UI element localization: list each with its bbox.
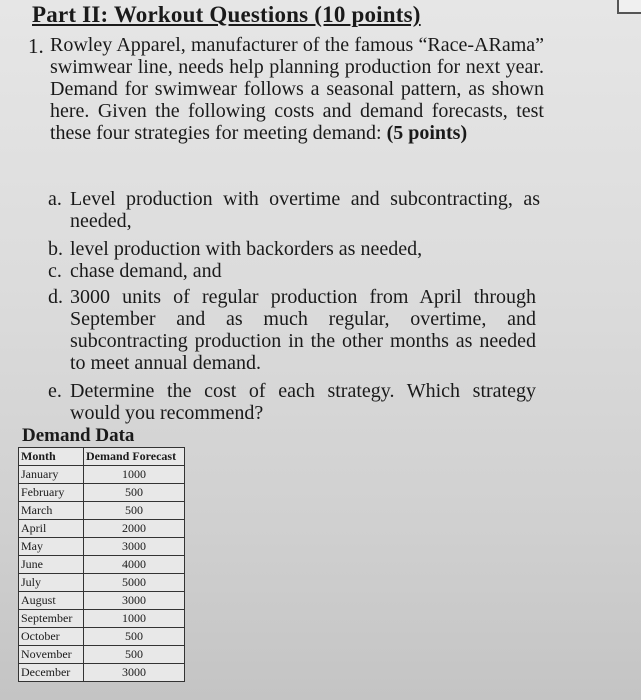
forecast-cell: 1000 [84,466,185,484]
item-label: a. [48,188,62,210]
item-text: Level production with overtime and subcontracting, as needed, [70,188,540,232]
month-cell: February [19,484,84,502]
section-heading: Part II: Workout Questions (10 points) [32,2,421,27]
forecast-cell: 5000 [84,574,185,592]
month-cell: June [19,556,84,574]
item-text: level production with backorders as needed, [70,238,423,260]
forecast-cell: 3000 [84,664,185,682]
table-row [19,664,185,682]
item-text: Determine the cost of each strategy. Which strategy would you recommend? [70,380,536,424]
item-label: c. [48,260,62,282]
table-row [19,610,185,628]
month-cell: September [19,610,84,628]
question-intro-points: (5 points) [386,122,468,144]
table-header-row [19,448,185,466]
table-row [19,502,185,520]
table-row [19,484,185,502]
forecast-cell: 2000 [84,520,185,538]
demand-data-title: Demand Data [22,425,135,446]
forecast-cell: 3000 [84,538,185,556]
forecast-cell: 500 [84,646,185,664]
item-text: chase demand, and [70,260,222,282]
item-text: 3000 units of regular production from April through September and as much regular, overtime, and subcontracting production in the other months as needed to meet annual demand. [70,286,536,374]
table-row [19,538,185,556]
item-label: e. [48,380,62,402]
month-cell: May [19,538,84,556]
table-row [19,556,185,574]
item-label: b. [48,238,63,260]
item-label: d. [48,286,63,308]
demand-table [18,447,185,682]
table-row [19,592,185,610]
month-cell: August [19,592,84,610]
month-cell: December [19,664,84,682]
question-intro [50,34,544,144]
column-header-forecast: Demand Forecast [84,448,185,466]
month-cell: October [19,628,84,646]
table-row [19,520,185,538]
forecast-cell: 4000 [84,556,185,574]
forecast-cell: 1000 [84,610,185,628]
checkbox-corner [617,0,641,14]
month-cell: January [19,466,84,484]
table-row [19,646,185,664]
month-cell: April [19,520,84,538]
forecast-cell: 500 [84,484,185,502]
question-number: 1. [28,34,44,58]
table-row [19,466,185,484]
question-intro-text: Rowley Apparel, manufacturer of the famous “Race-ARama” swimwear line, needs help planning production for next year. Demand for swimwear follows a seasonal pattern, as shown here. Given the following costs and demand forecasts, test these four strategies for meeting demand: [50,34,544,144]
column-header-month: Month [19,448,84,466]
forecast-cell: 500 [84,628,185,646]
forecast-cell: 3000 [84,592,185,610]
table-row [19,574,185,592]
month-cell: July [19,574,84,592]
month-cell: November [19,646,84,664]
table-row [19,628,185,646]
forecast-cell: 500 [84,502,185,520]
month-cell: March [19,502,84,520]
